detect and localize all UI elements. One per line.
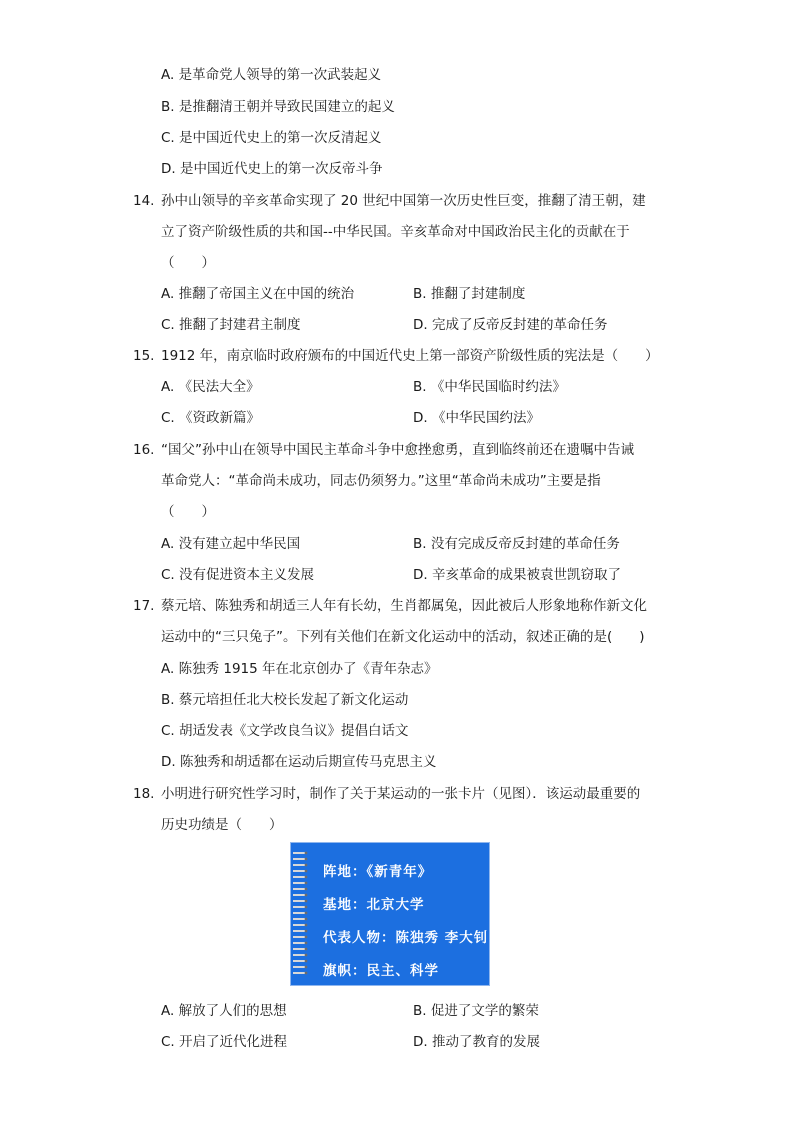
- q16-number: 16.: [133, 442, 155, 458]
- q14-answer-blank: （ ）: [161, 255, 215, 271]
- q15-option-b: B. 《中华民国临时约法》: [413, 379, 566, 395]
- card-line-position: 阵地：《新青年》: [323, 864, 433, 880]
- q13-option-a: A. 是革命党人领导的第一次武装起义: [161, 67, 382, 83]
- q17-option-a: A. 陈独秀 1915 年在北京创办了《青年杂志》: [161, 661, 438, 677]
- notebook-spiral-icon: [291, 849, 309, 979]
- q14-stem-line2: 立了资产阶级性质的共和国--中华民国。辛亥革命对中国政治民主化的贡献在于: [161, 224, 630, 240]
- q16-answer-blank: （ ）: [161, 504, 215, 520]
- q13-option-b: B. 是推翻清王朝并导致民国建立的起义: [161, 99, 395, 115]
- q15-option-c: C. 《资政新篇》: [161, 410, 261, 426]
- card-line-representatives: 代表人物：陈独秀 李大钊: [323, 930, 489, 946]
- q13-option-d: D. 是中国近代史上的第一次反帝斗争: [161, 161, 383, 177]
- q15-option-a: A. 《民法大全》: [161, 379, 260, 395]
- q18-option-a: A. 解放了人们的思想: [161, 1003, 287, 1019]
- q18-stem-line1: 小明进行研究性学习时，制作了关于某运动的一张卡片（见图）．该运动最重要的: [161, 786, 641, 802]
- q16-option-d: D. 辛亥革命的成果被袁世凯窃取了: [413, 567, 621, 583]
- q15-stem-line1: 1912 年，南京临时政府颁布的中国近代史上第一部资产阶级性质的宪法是（ ）: [161, 348, 659, 364]
- q18-stem-line2: 历史功绩是（ ）: [161, 817, 283, 833]
- q18-option-b: B. 促进了文学的繁荣: [413, 1003, 539, 1019]
- q17-option-d: D. 陈独秀和胡适都在运动后期宣传马克思主义: [161, 754, 437, 770]
- q16-stem-line1: “国父”孙中山在领导中国民主革命斗争中愈挫愈勇，直到临终前还在遗嘱中告诫: [161, 442, 634, 458]
- q17-stem-line1: 蔡元培、陈独秀和胡适三人年有长幼，生肖都属兔，因此被后人形象地称作新文化: [161, 598, 647, 614]
- q17-stem-line2: 运动中的“三只兔子”。下列有关他们在新文化运动中的活动，叙述正确的是( ): [161, 629, 645, 645]
- card-line-banner: 旗帜：民主、科学: [323, 963, 439, 979]
- q17-option-c: C. 胡适发表《文学改良刍议》提倡白话文: [161, 723, 409, 739]
- q14-option-a: A. 推翻了帝国主义在中国的统治: [161, 286, 355, 302]
- q14-option-d: D. 完成了反帝反封建的革命任务: [413, 317, 608, 333]
- q14-option-b: B. 推翻了封建制度: [413, 286, 526, 302]
- q15-number: 15.: [133, 348, 155, 364]
- q18-option-d: D. 推动了教育的发展: [413, 1034, 540, 1050]
- q14-stem-line1: 孙中山领导的辛亥革命实现了 20 世纪中国第一次历史性巨变，推翻了清王朝，建: [161, 193, 646, 209]
- q18-option-c: C. 开启了近代化进程: [161, 1034, 288, 1050]
- study-card-figure: [290, 842, 490, 986]
- q18-number: 18.: [133, 786, 155, 802]
- q16-option-c: C. 没有促进资本主义发展: [161, 567, 315, 583]
- card-line-base: 基地：北京大学: [323, 897, 425, 913]
- q14-number: 14.: [133, 193, 155, 209]
- q17-option-b: B. 蔡元培担任北大校长发起了新文化运动: [161, 692, 409, 708]
- q17-number: 17.: [133, 598, 155, 614]
- q16-stem-line2: 革命党人：“革命尚未成功，同志仍须努力。”这里“革命尚未成功”主要是指: [161, 473, 601, 489]
- q14-option-c: C. 推翻了封建君主制度: [161, 317, 301, 333]
- q16-option-a: A. 没有建立起中华民国: [161, 536, 301, 552]
- q16-option-b: B. 没有完成反帝反封建的革命任务: [413, 536, 620, 552]
- q13-option-c: C. 是中国近代史上的第一次反清起义: [161, 130, 382, 146]
- q15-option-d: D. 《中华民国约法》: [413, 410, 540, 426]
